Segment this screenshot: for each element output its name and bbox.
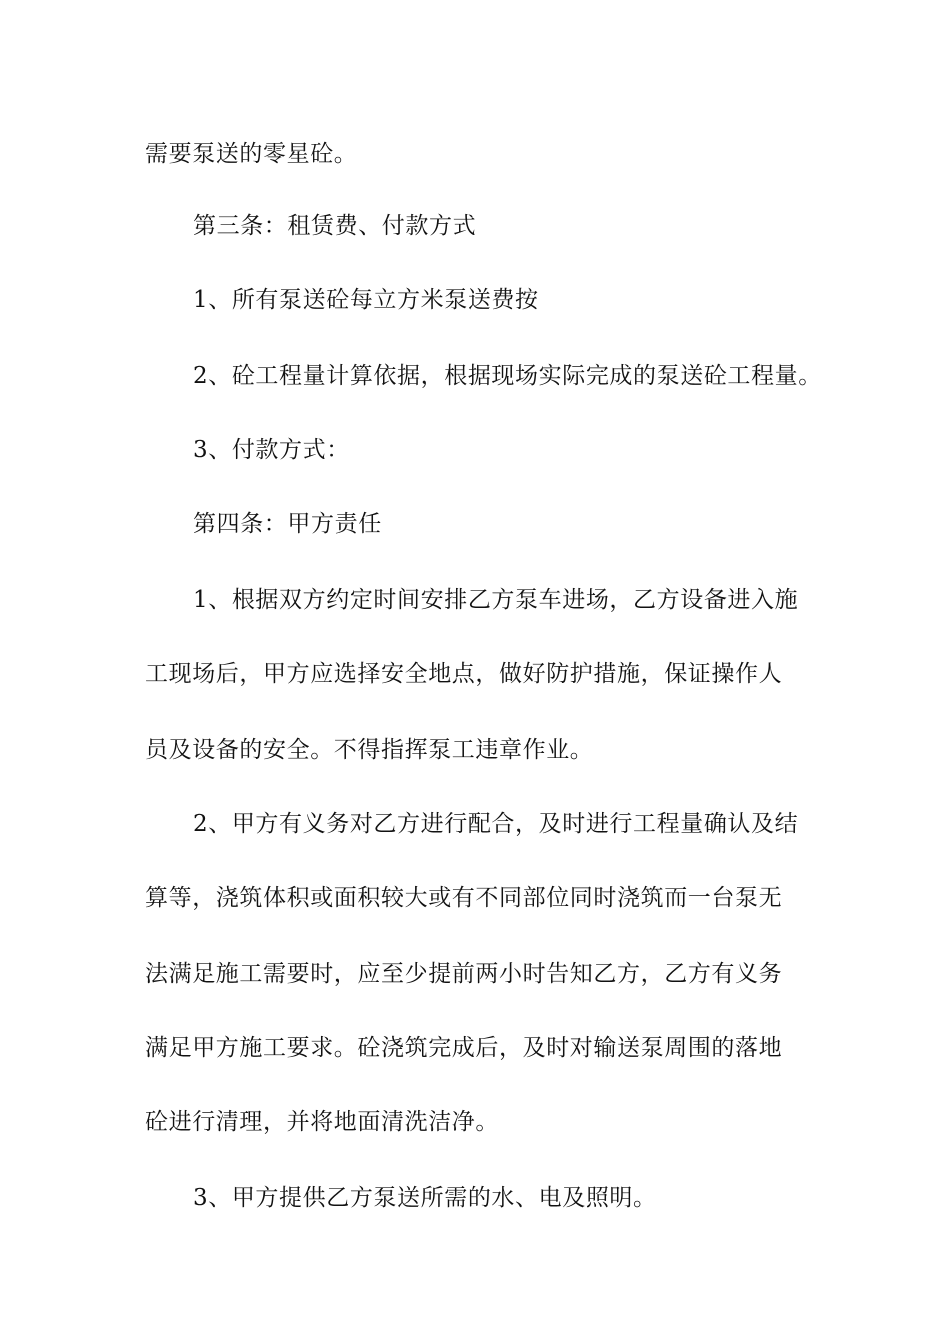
section-heading: 第四条：甲方责任 — [193, 511, 382, 537]
text-line: 工现场后，甲方应选择安全地点，做好防护措施，保证操作人 — [145, 661, 783, 687]
text-line: 1、根据双方约定时间安排乙方泵车进场，乙方设备进入施 — [193, 587, 799, 613]
section-heading: 第三条：租赁费、付款方式 — [193, 213, 477, 239]
text-line: 满足甲方施工要求。砼浇筑完成后，及时对输送泵周围的落地 — [145, 1035, 783, 1061]
text-line: 员及设备的安全。不得指挥泵工违章作业。 — [145, 737, 594, 763]
text-line: 2、甲方有义务对乙方进行配合，及时进行工程量确认及结 — [193, 811, 799, 837]
text-line: 3、付款方式： — [193, 437, 350, 463]
text-line: 需要泵送的零星砼。 — [145, 141, 358, 167]
text-line: 法满足施工需要时，应至少提前两小时告知乙方，乙方有义务 — [145, 961, 783, 987]
text-line: 砼进行清理，并将地面清洗洁净。 — [145, 1109, 499, 1135]
text-line: 1、所有泵送砼每立方米泵送费按 — [193, 287, 539, 313]
text-line: 2、砼工程量计算依据，根据现场实际完成的泵送砼工程量。 — [193, 363, 822, 389]
text-line: 3、甲方提供乙方泵送所需的水、电及照明。 — [193, 1185, 657, 1211]
text-line: 算等，浇筑体积或面积较大或有不同部位同时浇筑而一台泵无 — [145, 885, 783, 911]
